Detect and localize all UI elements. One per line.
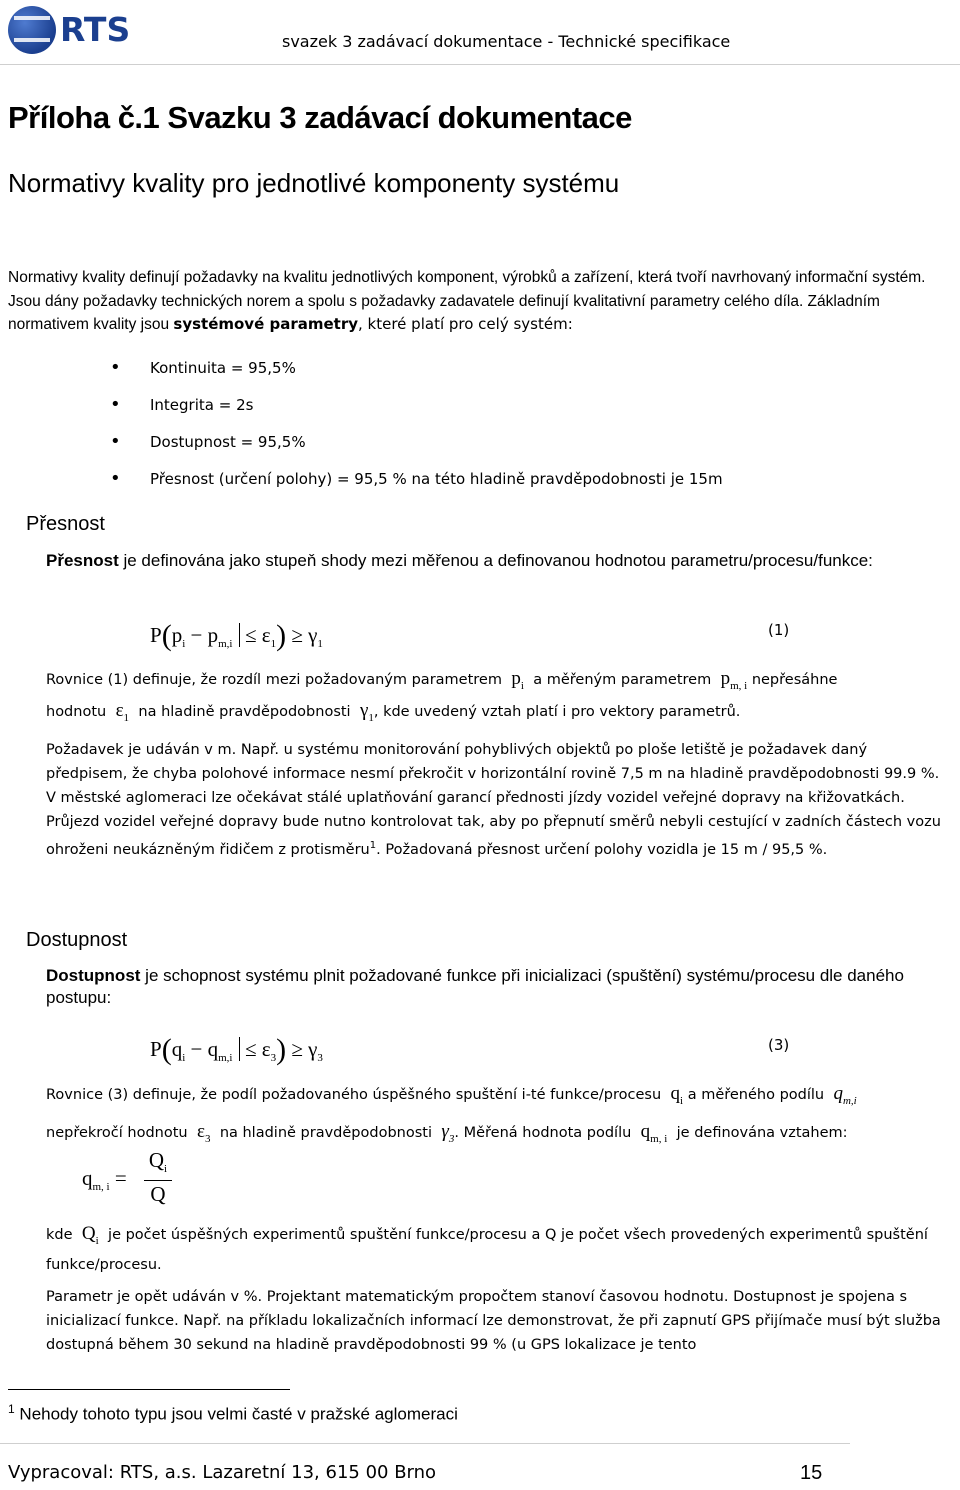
- equation-1: $P(p_i - p_{m,i} \le \varepsilon_1) \ge \gamma_1$: [150, 619, 323, 652]
- intro-paragraph: [8, 266, 948, 337]
- list-item: • Kontinuita = 95,5%: [110, 356, 723, 393]
- footnote: [8, 1402, 458, 1425]
- list-item: • Dostupnost = 95,5%: [110, 430, 723, 467]
- intro-text-end: , které platí pro celý systém:: [358, 315, 573, 333]
- def-text: je definována jako stupeň shody mezi měřenou a definovanou hodnotou parametru/procesu/funkce:: [118, 551, 873, 570]
- presnost-paragraph-1b: hodnotu $\varepsilon_1$ na hladině pravděpodobnosti $\gamma_1$, kde uvedený vztah platí i pro vektory parametrů.: [46, 700, 741, 724]
- def-text: je schopnost systému plnit požadované funkce při inicializaci (spuštění) systému/procesu dle daného postupu:: [46, 966, 904, 1007]
- def-bold: Přesnost: [46, 551, 119, 570]
- text: na hladině pravděpodobnosti: [219, 1125, 432, 1141]
- text: nepřesáhne: [751, 672, 838, 688]
- dostupnost-paragraph-1: Rovnice (3) definuje, že podíl požadovaného úspěšného spuštění i-té funkce/procesu $q_i$ a měřeného podílu $q_{m,i}$: [46, 1083, 857, 1107]
- dostupnost-paragraph-3: Parametr je opět udáván v %. Projektant matematickým propočtem stanoví časovou hodnotu. Dostupnost je spojena s inicializací funkce. Např. na příkladu lokalizačních informací lze demonstrovat, že při zapnutí GPS přijímače musí být služba dostupná během 30 sekund na hladině pravděpodobnosti 99 % (u GPS lokalizace je tento: [46, 1289, 941, 1353]
- presnost-paragraph-2: [46, 738, 946, 862]
- text: . Požadovaná přesnost určení polohy vozidla je 15 m / 95,5 %.: [376, 841, 828, 858]
- footnote-ref: 1: [369, 840, 377, 851]
- equation-3: $P(q_i - q_{m,i} \le \varepsilon_3) \ge \gamma_3$: [150, 1033, 323, 1066]
- intro-bold: systémové parametry: [173, 315, 359, 333]
- text: , kde uvedený vztah platí i pro vektory parametrů.: [373, 704, 741, 720]
- header-divider: [0, 64, 960, 65]
- def-bold: Dostupnost: [46, 966, 141, 985]
- text: a měřeným parametrem: [533, 672, 712, 688]
- presnost-paragraph-1: Rovnice (1) definuje, že rozdíl mezi požadovaným parametrem $p_i$ a měřeným parametrem $p_{m, i}$ nepřesáhne: [46, 668, 838, 692]
- footnote-mark: 1: [8, 1402, 15, 1416]
- footnote-text: Nehody tohoto typu jsou velmi časté v pražské aglomeraci: [14, 1404, 458, 1424]
- text: hodnotu: [46, 704, 107, 720]
- presnost-heading: Přesnost: [26, 513, 105, 535]
- equation-fraction: $q_{m, i}$ =: [82, 1166, 127, 1194]
- text: a měřeného podílu: [687, 1087, 825, 1103]
- text: je definována vztahem:: [676, 1125, 848, 1141]
- list-item: • Integrita = 2s: [110, 393, 723, 430]
- fraction-numerator: $Q_i$: [148, 1148, 168, 1176]
- list-item: • Přesnost (určení polohy) = 95,5 % na této hladině pravděpodobnosti je 15m: [110, 467, 723, 504]
- equation-3-number: (3): [768, 1036, 790, 1054]
- appendix-title: Příloha č.1 Svazku 3 zadávací dokumentace: [8, 100, 632, 135]
- dostupnost-heading: Dostupnost: [26, 929, 128, 951]
- section-title: Normativy kvality pro jednotlivé komponenty systému: [8, 168, 620, 198]
- text: . Měřená hodnota podílu: [454, 1125, 632, 1141]
- text: je počet úspěšných experimentů spuštění funkce/procesu a Q je počet všech provedených experimentů spuštění funkce/procesu.: [46, 1227, 928, 1273]
- text: kde: [46, 1227, 73, 1243]
- parameter-list: [110, 356, 723, 504]
- dostupnost-paragraph-1b: nepřekročí hodnotu $\varepsilon_3$ na hladině pravděpodobnosti $\gamma_3$. Měřená hodnota podílu $q_{m, i}$ je definována vztahem:: [46, 1121, 848, 1145]
- page-number: 15: [800, 1462, 823, 1484]
- equation-1-number: (1): [768, 621, 790, 639]
- footer-address: Vypracoval: RTS, a.s. Lazaretní 13, 615 00 Brno: [8, 1462, 437, 1483]
- logo-text: RTS: [60, 10, 131, 49]
- footer-divider: [0, 1443, 850, 1444]
- text: Rovnice (3) definuje, že podíl požadovaného úspěšného spuštění i-té funkce/procesu: [46, 1087, 662, 1103]
- text: Rovnice (1) definuje, že rozdíl mezi požadovaným parametrem: [46, 672, 502, 688]
- rts-logo: [8, 6, 140, 56]
- fraction-bar: [144, 1180, 172, 1181]
- header-title: svazek 3 zadávací dokumentace - Technické specifikace: [282, 32, 731, 51]
- text: nepřekročí hodnotu: [46, 1125, 188, 1141]
- dostupnost-definition: [46, 965, 960, 1009]
- presnost-definition: [46, 550, 960, 572]
- globe-icon: [8, 6, 56, 54]
- fraction-denominator: Q: [150, 1182, 166, 1206]
- text: na hladině pravděpodobnosti: [138, 704, 351, 720]
- dostupnost-paragraph-2: kde $Q_i$ je počet úspěšných experimentů spuštění funkce/procesu a Q je počet všech provedených experimentů spuštění funkce/procesu.: [46, 1223, 928, 1273]
- footnote-separator: [8, 1389, 290, 1390]
- text: Požadavek je udáván v m. Např. u systému monitorování pohyblivých objektů po ploše letiště je požadavek daný předpisem, že chyba polohové informace nesmí překročit v horizontální rovině 7,5 m na hladině pravděpodobnosti 99.9 %. V městské aglomeraci lze očekávat stálé uplatňování garancí přednosti jízdy vozidel veřejné dopravy na křižovatkách. Průjezd vozidel veřejné dopravy bude nutno kontrolovat tak, aby po přepnutí směrů nebyli cestující v zadních částech vozu ohroženi neukázněným řidičem z protisměru: [46, 742, 941, 858]
- intro-text: Normativy kvality definují požadavky na kvalitu jednotlivých komponent, výrobků a zařízení, která tvoří navrhovaný informační systém. Jsou dány požadavky technických norem a spolu s požadavky zadavatele definují kvalitativní parametry celého díla. Základním normativem kvality jsou: [8, 269, 926, 333]
